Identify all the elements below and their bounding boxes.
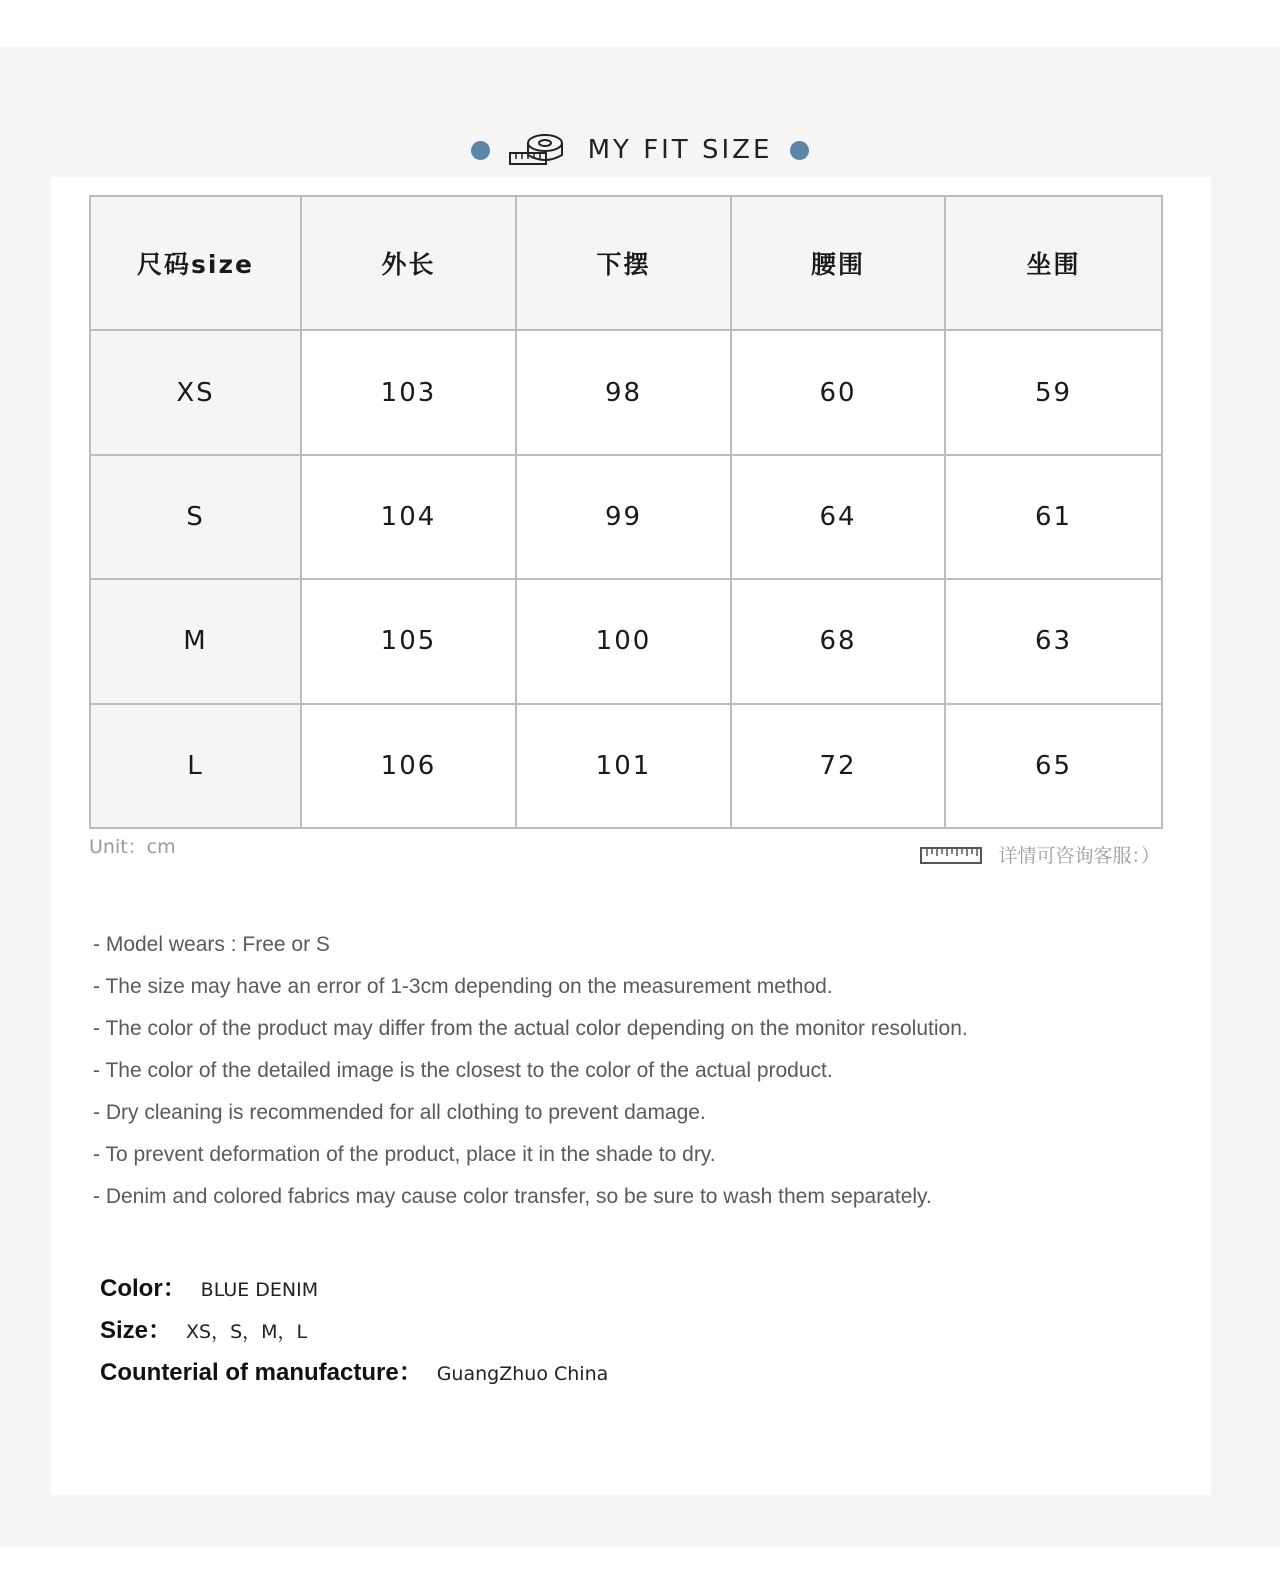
consult-text: 详情可咨询客服：） xyxy=(998,845,1160,867)
table-cell: 104 xyxy=(301,455,516,579)
table-header-row xyxy=(90,196,1162,330)
spec-value: XS，S，M，L xyxy=(186,1321,308,1343)
list-item: - The color of the detailed image is the closest to the color of the actual product. xyxy=(93,1059,833,1082)
table-cell: 103 xyxy=(301,330,516,454)
list-item: - The color of the product may differ from the actual color depending on the monitor resolution. xyxy=(93,1017,968,1040)
table-cell: 100 xyxy=(516,579,731,703)
section-heading xyxy=(0,126,1280,174)
spec-color xyxy=(100,1268,608,1310)
table-cell: 59 xyxy=(945,330,1162,454)
size-table xyxy=(89,195,1163,829)
table-cell: 64 xyxy=(731,455,945,579)
table-row xyxy=(90,455,1162,579)
spec-label: Counterial of manufacture： xyxy=(100,1359,423,1386)
consult-note xyxy=(920,841,1160,868)
header-cell-hem: 下摆 xyxy=(516,196,731,330)
table-row xyxy=(90,704,1162,828)
right-dot-icon xyxy=(790,141,809,160)
table-cell-size: XS xyxy=(90,330,301,454)
table-row xyxy=(90,330,1162,454)
table-cell-size: S xyxy=(90,455,301,579)
page-title: MY FIT SIZE xyxy=(587,135,773,165)
left-dot-icon xyxy=(471,141,490,160)
table-cell: 63 xyxy=(945,579,1162,703)
list-item: - The size may have an error of 1-3cm depending on the measurement method. xyxy=(93,975,833,998)
table-row xyxy=(90,579,1162,703)
spec-value: GuangZhuo China xyxy=(436,1363,609,1385)
spec-label: Size： xyxy=(100,1317,173,1344)
spec-size xyxy=(100,1310,608,1352)
care-notes-list xyxy=(93,924,1153,1218)
spec-label: Color： xyxy=(100,1275,187,1302)
table-cell: 99 xyxy=(516,455,731,579)
list-item: - To prevent deformation of the product, place it in the shade to dry. xyxy=(93,1143,716,1166)
table-cell: 61 xyxy=(945,455,1162,579)
table-cell: 105 xyxy=(301,579,516,703)
tape-measure-icon xyxy=(508,131,566,169)
ruler-icon xyxy=(920,845,982,865)
table-cell: 106 xyxy=(301,704,516,828)
table-cell: 101 xyxy=(516,704,731,828)
header-cell-length: 外长 xyxy=(301,196,516,330)
list-item: - Dry cleaning is recommended for all clothing to prevent damage. xyxy=(93,1101,706,1124)
table-cell: 98 xyxy=(516,330,731,454)
list-item: - Denim and colored fabrics may cause color transfer, so be sure to wash them separately. xyxy=(93,1185,932,1208)
table-cell: 65 xyxy=(945,704,1162,828)
table-cell: 72 xyxy=(731,704,945,828)
table-cell: 68 xyxy=(731,579,945,703)
table-cell-size: M xyxy=(90,579,301,703)
spec-origin xyxy=(100,1352,608,1394)
header-cell-waist: 腰围 xyxy=(731,196,945,330)
header-cell-hip: 坐围 xyxy=(945,196,1162,330)
header-cell-size: 尺码size xyxy=(90,196,301,330)
table-cell: 60 xyxy=(731,330,945,454)
list-item: - Model wears : Free or S xyxy=(93,933,330,956)
spec-value: BLUE DENIM xyxy=(200,1279,319,1301)
table-cell-size: L xyxy=(90,704,301,828)
unit-label: Unit：cm xyxy=(89,836,176,858)
product-specs xyxy=(100,1268,608,1394)
